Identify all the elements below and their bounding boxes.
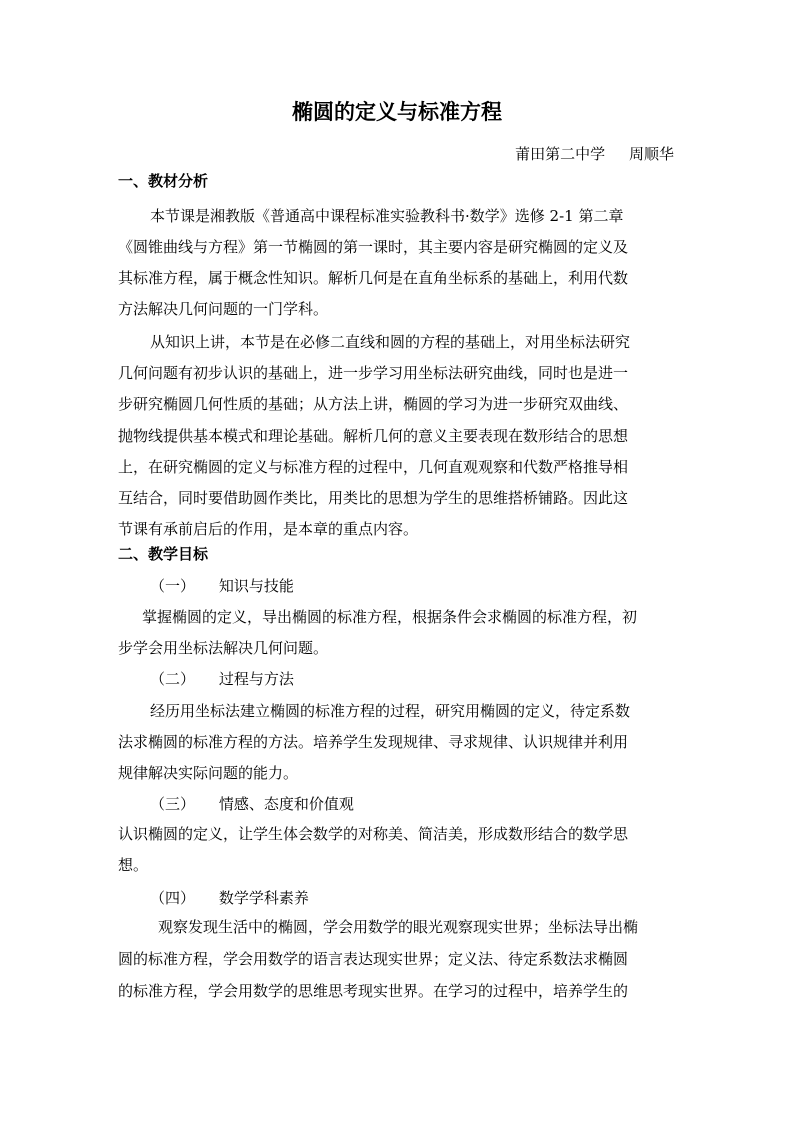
paragraph-line: 上，在研究椭圆的定义与标准方程的过程中，几何直观观察和代数严格推导相 <box>118 458 629 476</box>
paragraph-line: 圆的标准方程，学会用数学的语言表达现实世界；定义法、待定系数法求椭圆 <box>118 950 629 968</box>
subsection-heading: （二） 过程与方法 <box>150 670 294 688</box>
paragraph-line: 观察发现生活中的椭圆，学会用数学的眼光观察现实世界；坐标法导出椭 <box>158 918 639 936</box>
paragraph-line: 认识椭圆的定义，让学生体会数学的对称美、简洁美，形成数形结合的数学思 <box>118 825 629 843</box>
paragraph-line: 几何问题有初步认识的基础上，进一步学习用坐标法研究曲线，同时也是进一 <box>118 364 629 382</box>
paragraph-line: 步学会用坐标法解决几何问题。 <box>118 639 329 657</box>
paragraph-line: 节课有承前启后的作用，是本章的重点内容。 <box>118 520 419 538</box>
paragraph-line: 法求椭圆的标准方程的方法。培养学生发现规律、寻求规律、认识规律并利用 <box>118 733 629 751</box>
section-heading-objectives: 二、教学目标 <box>118 545 209 563</box>
paragraph-line: 掌握椭圆的定义，导出椭圆的标准方程，根据条件会求椭圆的标准方程，初 <box>142 608 638 626</box>
paragraph-line: 步研究椭圆几何性质的基础；从方法上讲，椭圆的学习为进一步研究双曲线、 <box>118 395 629 413</box>
paragraph-line: 想。 <box>118 856 149 874</box>
paragraph-line: 方法解决几何问题的一门学科。 <box>118 300 329 318</box>
paragraph-line: 其标准方程，属于概念性知识。解析几何是在直角坐标系的基础上，利用代数 <box>118 269 629 287</box>
paragraph-line: 本节课是湘教版《普通高中课程标准实验教科书·数学》选修 2-1 第二章 <box>150 207 624 225</box>
subsection-heading: （一） 知识与技能 <box>150 577 294 595</box>
paragraph-line: 抛物线提供基本模式和理论基础。解析几何的意义主要表现在数形结合的思想 <box>118 427 629 445</box>
paragraph-line: 《圆锥曲线与方程》第一节椭圆的第一课时，其主要内容是研究椭圆的定义及 <box>118 238 629 256</box>
author-line: 莆田第二中学 周顺华 <box>515 145 674 163</box>
paragraph-line: 规律解决实际问题的能力。 <box>118 764 299 782</box>
document-title: 椭圆的定义与标准方程 <box>292 100 502 124</box>
paragraph-line: 互结合，同时要借助圆作类比，用类比的思想为学生的思维搭桥铺路。因此这 <box>118 489 629 507</box>
paragraph-line: 从知识上讲，本节是在必修二直线和圆的方程的基础上，对用坐标法研究 <box>150 333 631 351</box>
paragraph-line: 的标准方程，学会用数学的思维思考现实世界。在学习的过程中，培养学生的 <box>118 982 629 1000</box>
section-heading-analysis: 一、教材分析 <box>118 172 209 190</box>
subsection-heading: （三） 情感、态度和价值观 <box>150 795 354 813</box>
subsection-heading: （四） 数学学科素养 <box>150 889 309 907</box>
paragraph-line: 经历用坐标法建立椭圆的标准方程的过程，研究用椭圆的定义，待定系数 <box>150 702 631 720</box>
